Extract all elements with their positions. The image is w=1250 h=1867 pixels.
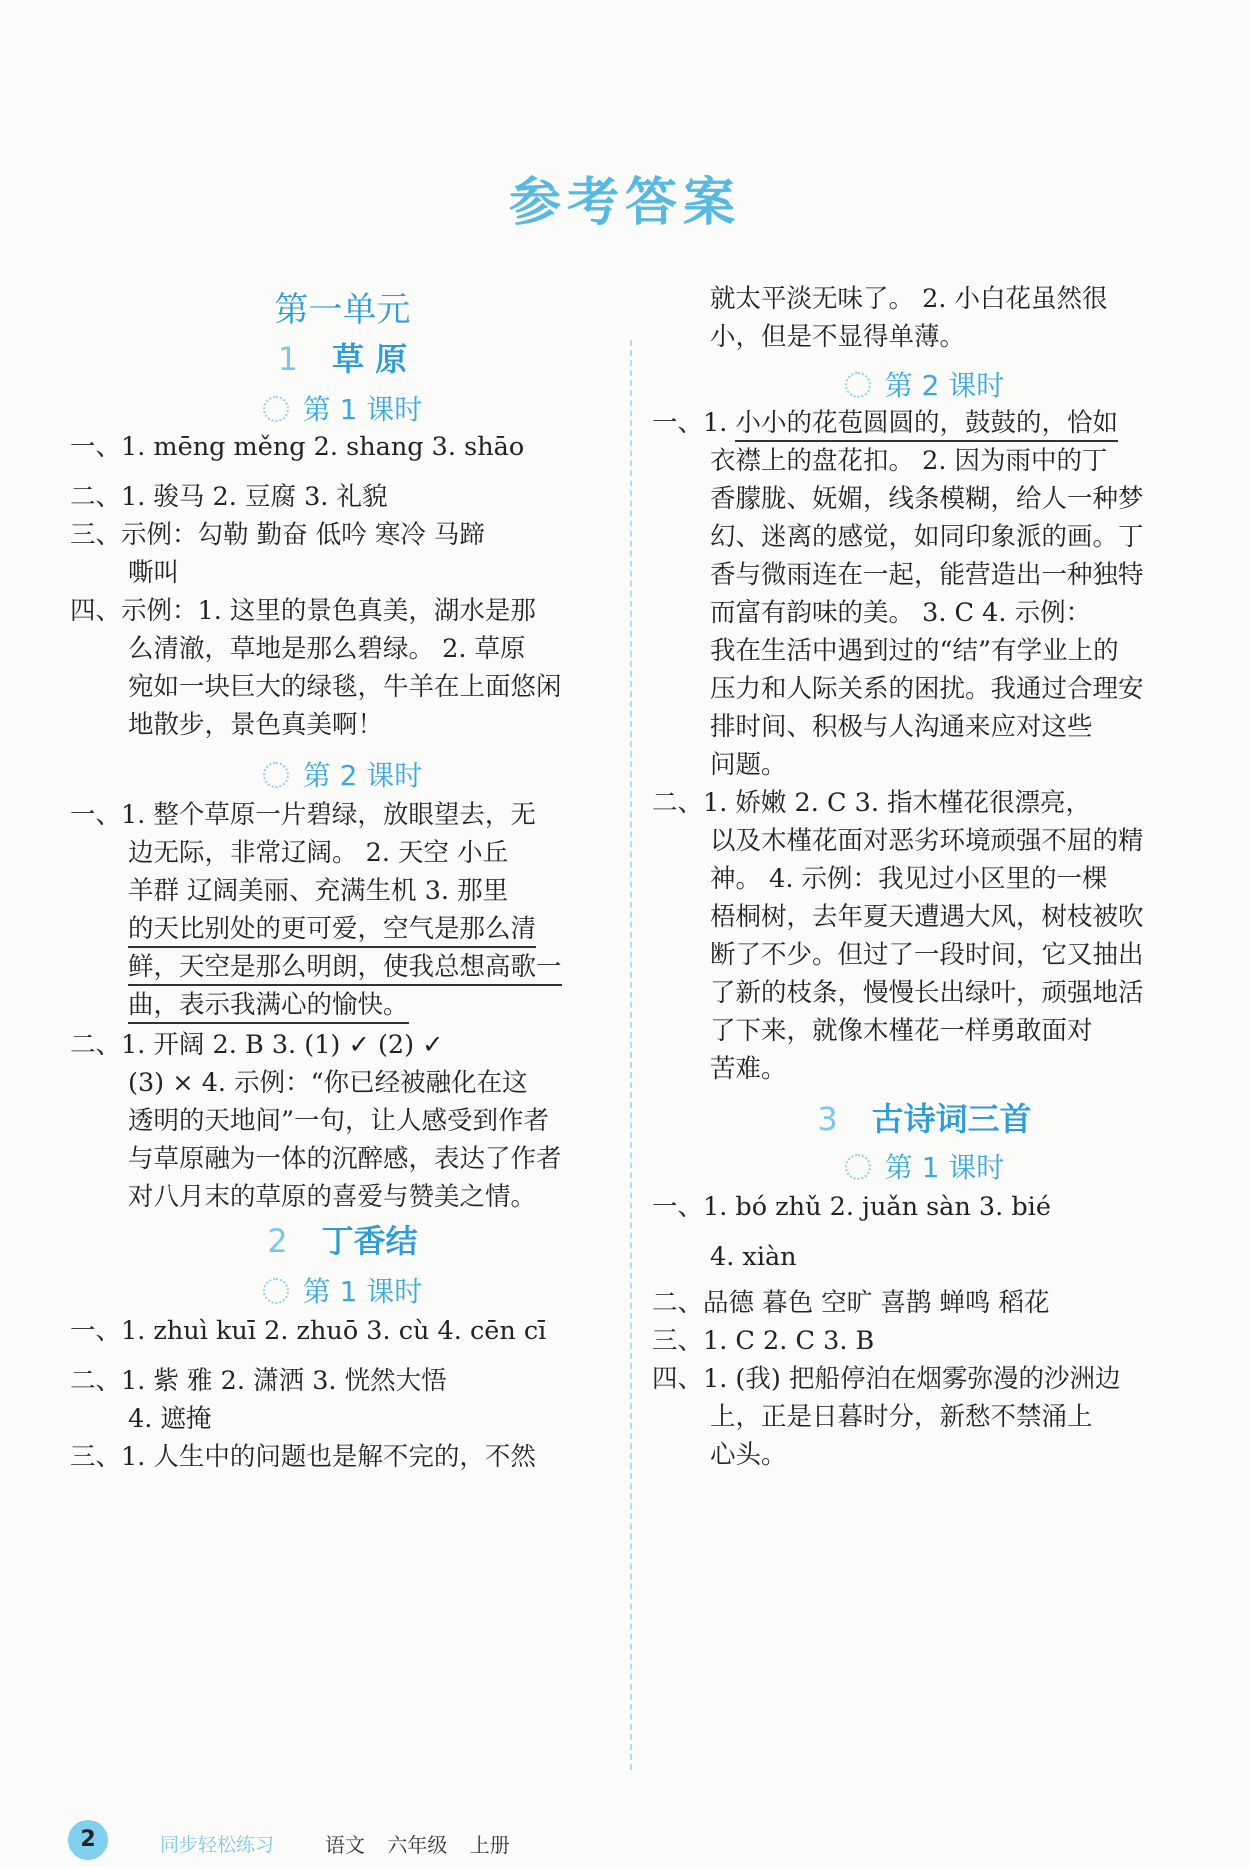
answer-line: 衣襟上的盘花扣。 2. 因为雨中的丁 <box>710 446 1108 476</box>
answer-line: 透明的天地间”一句，让人感受到作者 <box>128 1106 550 1136</box>
answer-line: 四、示例：1. 这里的景色真美，湖水是那 <box>70 596 536 626</box>
book-series: 同步轻松练习 <box>160 1834 275 1856</box>
answer-line: 压力和人际关系的困扰。我通过合理安 <box>710 674 1144 704</box>
page-title: 参考答案 <box>508 172 741 233</box>
answer-line: 小，但是不显得单薄。 <box>710 322 966 352</box>
answer-line: 三、示例：勾勒 勤奋 低吟 寒冷 马蹄 <box>70 520 485 550</box>
answer-prefix: 一、1. <box>652 408 736 438</box>
lesson-number: 3 <box>817 1100 838 1138</box>
lesson-number: 1 <box>277 340 299 378</box>
answer-line: 对八月末的草原的喜爱与赞美之情。 <box>128 1182 537 1212</box>
class-period-heading <box>652 364 1197 404</box>
answer-line: 羊群 辽阔美丽、充满生机 3. 那里 <box>128 876 509 906</box>
answer-line: 一、1. 整个草原一片碧绿，放眼望去，无 <box>70 800 536 830</box>
lesson-title: 丁香结 <box>321 1222 418 1260</box>
answer-line: 我在生活中遇到过的“结”有学业上的 <box>710 636 1119 666</box>
unit-heading: 第一单元 <box>274 290 411 330</box>
lesson-1-heading <box>70 334 615 380</box>
answer-line: 二、1. 开阔 2. B 3. (1) ✓ (2) ✓ <box>70 1030 444 1060</box>
answer-line <box>128 952 562 982</box>
answer-line: 三、1. 人生中的问题也是解不完的，不然 <box>70 1442 536 1472</box>
answer-line: 上，正是日暮时分，新愁不禁涌上 <box>710 1402 1093 1432</box>
lesson-2-heading <box>70 1216 615 1262</box>
page-number: 2 <box>68 1820 108 1860</box>
answer-line: 神。 4. 示例：我见过小区里的一棵 <box>710 864 1108 894</box>
answer-line: 问题。 <box>710 750 787 780</box>
class-period-label: 第 1 课时 <box>884 1151 1005 1184</box>
dotted-circle-icon <box>263 762 289 788</box>
class-period-heading <box>70 1270 615 1310</box>
answer-line: 了下来，就像木槿花一样勇敢面对 <box>710 1016 1093 1046</box>
class-period-label: 第 2 课时 <box>302 759 423 792</box>
dotted-circle-icon <box>845 1154 871 1180</box>
column-divider <box>630 340 632 1770</box>
answer-line: 边无际，非常辽阔。 2. 天空 小丘 <box>128 838 509 868</box>
underlined-answer: 鲜，天空是那么明朗，使我总想高歌一 <box>128 952 562 986</box>
answer-line: 梧桐树，去年夏天遭遇大风，树枝被吹 <box>710 902 1144 932</box>
underlined-answer: 小小的花苞圆圆的，鼓鼓的，恰如 <box>735 408 1118 442</box>
answer-line: 排时间、积极与人沟通来应对这些 <box>710 712 1093 742</box>
answer-line: 4. xiàn <box>710 1242 797 1272</box>
book-subject: 语文 六年级 上册 <box>325 1833 510 1857</box>
answer-line: 四、1. (我) 把船停泊在烟雾弥漫的沙洲边 <box>652 1364 1121 1394</box>
underlined-answer: 的天比别处的更可爱，空气是那么清 <box>128 914 536 948</box>
answer-line: 一、1. mēng měng 2. shang 3. shāo <box>70 432 525 462</box>
dotted-circle-icon <box>263 1278 289 1304</box>
dotted-circle-icon <box>845 372 871 398</box>
class-period-heading <box>70 754 615 794</box>
answer-line: 4. 遮掩 <box>128 1404 212 1434</box>
answer-line: (3) × 4. 示例：“你已经被融化在这 <box>128 1068 528 1098</box>
answer-line: 么清澈，草地是那么碧绿。 2. 草原 <box>128 634 526 664</box>
answer-line: 与草原融为一体的沉醉感，表达了作者 <box>128 1144 562 1174</box>
lesson-title: 古诗词三首 <box>871 1100 1032 1138</box>
class-period-label: 第 2 课时 <box>884 369 1005 402</box>
answer-line: 二、品德 暮色 空旷 喜鹊 蝉鸣 稻花 <box>652 1288 1050 1318</box>
answer-line: 嘶叫 <box>128 558 180 588</box>
answer-line <box>652 408 1118 438</box>
answer-line: 了新的枝条，慢慢长出绿叶，顽强地活 <box>710 978 1144 1008</box>
lesson-3-heading <box>652 1094 1197 1140</box>
answer-line <box>128 990 409 1020</box>
class-period-label: 第 1 课时 <box>302 1275 423 1308</box>
answer-line: 香与微雨连在一起，能营造出一种独特 <box>710 560 1144 590</box>
answer-line <box>128 914 536 944</box>
answer-line: 香朦胧、妩媚，线条模糊，给人一种梦 <box>710 484 1144 514</box>
dotted-circle-icon <box>263 396 289 422</box>
answer-line: 宛如一块巨大的绿毯，牛羊在上面悠闲 <box>128 672 562 702</box>
answer-line: 心头。 <box>710 1440 787 1470</box>
answer-line: 而富有韵味的美。 3. C 4. 示例： <box>710 598 1092 628</box>
class-period-heading <box>70 388 615 428</box>
answer-line: 一、1. zhuì kuī 2. zhuō 3. cù 4. cēn cī <box>70 1316 547 1346</box>
answer-line: 二、1. 娇嫩 2. C 3. 指木槿花很漂亮， <box>652 788 1092 818</box>
answer-line: 就太平淡无味了。 2. 小白花虽然很 <box>710 284 1108 314</box>
answer-line: 以及木槿花面对恶劣环境顽强不屈的精 <box>710 826 1144 856</box>
answer-line: 二、1. 紫 雅 2. 潇洒 3. 恍然大悟 <box>70 1366 447 1396</box>
lesson-title: 草 原 <box>332 340 408 378</box>
class-period-heading <box>652 1146 1197 1186</box>
underlined-answer: 曲，表示我满心的愉快。 <box>128 990 409 1024</box>
answer-line: 苦难。 <box>710 1054 787 1084</box>
answer-line: 幻、迷离的感觉，如同印象派的画。丁 <box>710 522 1144 552</box>
answer-line: 断了不少。但过了一段时间，它又抽出 <box>710 940 1144 970</box>
answer-line: 二、1. 骏马 2. 豆腐 3. 礼貌 <box>70 482 388 512</box>
lesson-number: 2 <box>267 1222 288 1260</box>
answer-line: 地散步，景色真美啊！ <box>128 710 384 740</box>
answer-line: 一、1. bó zhǔ 2. juǎn sàn 3. bié <box>652 1192 1051 1222</box>
class-period-label: 第 1 课时 <box>302 393 423 426</box>
answer-line: 三、1. C 2. C 3. B <box>652 1326 875 1356</box>
